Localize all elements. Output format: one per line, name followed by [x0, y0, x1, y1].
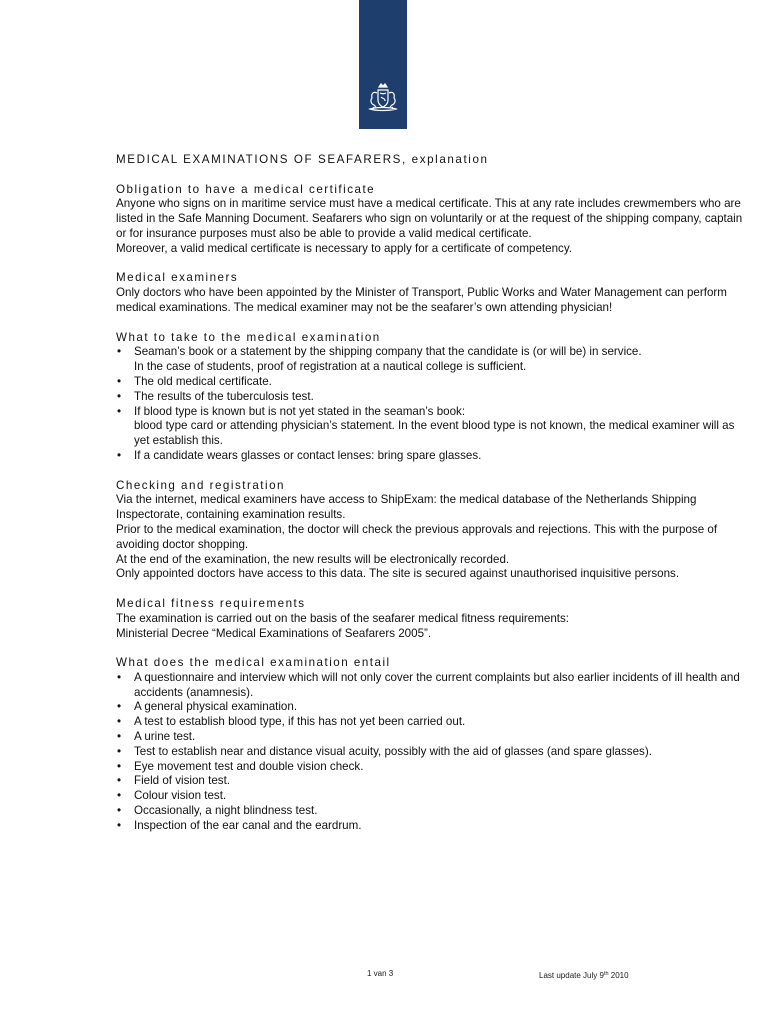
paragraph: At the end of the examination, the new results will be electronically recorded.	[116, 552, 510, 566]
list-item	[116, 730, 746, 745]
list-item-text: • A test to establish blood type, if this has not yet been carried out.	[134, 715, 466, 729]
list-item-text: • Field of vision test.	[134, 774, 231, 788]
last-update	[539, 968, 629, 982]
bullet-list	[116, 345, 746, 463]
section-heading: What does the medical examination entail	[116, 656, 391, 670]
logo-band	[359, 0, 407, 129]
list-item	[116, 405, 746, 449]
list-item	[116, 774, 746, 789]
section	[116, 331, 746, 464]
paragraph: Via the internet, medical examiners have access to ShipExam: the medical database of the Netherlands Shipping Inspectorate, containing examination results.	[116, 493, 697, 522]
list-item-text: • If blood type is known but is not yet stated in the seaman’s book:	[134, 404, 466, 418]
section-heading: What to take to the medical examination	[116, 330, 381, 344]
list-item-text: • Eye movement test and double vision check.	[134, 759, 364, 773]
paragraph: Only appointed doctors have access to this data. The site is secured against unauthorised inquisitive persons.	[116, 567, 680, 581]
section	[116, 656, 746, 834]
sections-container	[116, 183, 746, 834]
list-item	[116, 345, 746, 375]
last-update-year: 2010	[608, 971, 629, 980]
list-item	[116, 390, 746, 405]
list-item-text: In the case of students, proof of registration at a nautical college is sufficient.	[134, 360, 527, 374]
list-item-text: • The old medical certificate.	[134, 374, 272, 388]
list-item-text: blood type card or attending physician’s statement. In the event blood type is not known, the medical examiner will as yet establish this.	[134, 419, 735, 448]
list-item-text: • Seaman’s book or a statement by the shipping company that the candidate is (or will be) in service.	[134, 345, 642, 359]
paragraph: Moreover, a valid medical certificate is necessary to apply for a certificate of competency.	[116, 241, 573, 255]
list-item	[116, 700, 746, 715]
list-item	[116, 449, 746, 464]
last-update-prefix: Last update July 9	[539, 971, 604, 980]
list-item	[116, 375, 746, 390]
list-item-text: • Inspection of the ear canal and the eardrum.	[134, 818, 362, 832]
paragraph: The examination is carried out on the basis of the seafarer medical fitness requirements:	[116, 611, 570, 625]
list-item-text: • Test to establish near and distance visual acuity, possibly with the aid of glasses (and spare glasses).	[134, 744, 652, 758]
section	[116, 597, 746, 641]
section-heading: Medical fitness requirements	[116, 596, 306, 610]
page-footer	[0, 968, 768, 982]
document-title: MEDICAL EXAMINATIONS OF SEAFARERS, explanation	[116, 153, 489, 166]
paragraph: Ministerial Decree “Medical Examinations of Seafarers 2005”.	[116, 626, 432, 640]
page-number: 1 van 3	[367, 969, 394, 978]
section-heading: Medical examiners	[116, 271, 239, 285]
coat-of-arms-icon	[363, 80, 403, 120]
list-item	[116, 715, 746, 730]
list-item-text: • Occasionally, a night blindness test.	[134, 804, 318, 818]
section-heading: Checking and registration	[116, 478, 285, 492]
paragraph: Only doctors who have been appointed by the Minister of Transport, Public Works and Water Management can perform medical examinations. The medical examiner may not be the seafarer’s own attending physician!	[116, 286, 727, 314]
list-item	[116, 804, 746, 819]
document-body	[116, 153, 746, 848]
list-item	[116, 819, 746, 834]
list-item	[116, 760, 746, 775]
list-item	[116, 789, 746, 804]
section	[116, 183, 746, 257]
list-item-text: • A general physical examination.	[134, 700, 298, 714]
paragraph: Prior to the medical examination, the doctor will check the previous approvals and rejections. This with the purpose of avoiding doctor shopping.	[116, 522, 718, 551]
section	[116, 479, 746, 583]
list-item-text: • If a candidate wears glasses or contact lenses: bring spare glasses.	[134, 448, 482, 462]
section-heading: Obligation to have a medical certificate	[116, 182, 376, 196]
bullet-list	[116, 671, 746, 834]
list-item-text: • A questionnaire and interview which will not only cover the current complaints but also earlier incidents of ill health and accidents (anamnesis).	[134, 670, 740, 699]
list-item-text: • A urine test.	[134, 730, 196, 744]
list-item	[116, 745, 746, 760]
list-item-text: • Colour vision test.	[134, 789, 227, 803]
list-item-text: • The results of the tuberculosis test.	[134, 389, 314, 403]
paragraph: Anyone who signs on in maritime service must have a medical certificate. This at any rate includes crewmembers who are listed in the Safe Manning Document. Seafarers who sign on voluntarily or at the request of the shipping company, captain or for insurance purposes must also be able to provide a valid medical certificate.	[116, 197, 743, 240]
list-item	[116, 671, 746, 701]
section	[116, 271, 746, 315]
last-update-ordinal: th	[603, 971, 609, 977]
